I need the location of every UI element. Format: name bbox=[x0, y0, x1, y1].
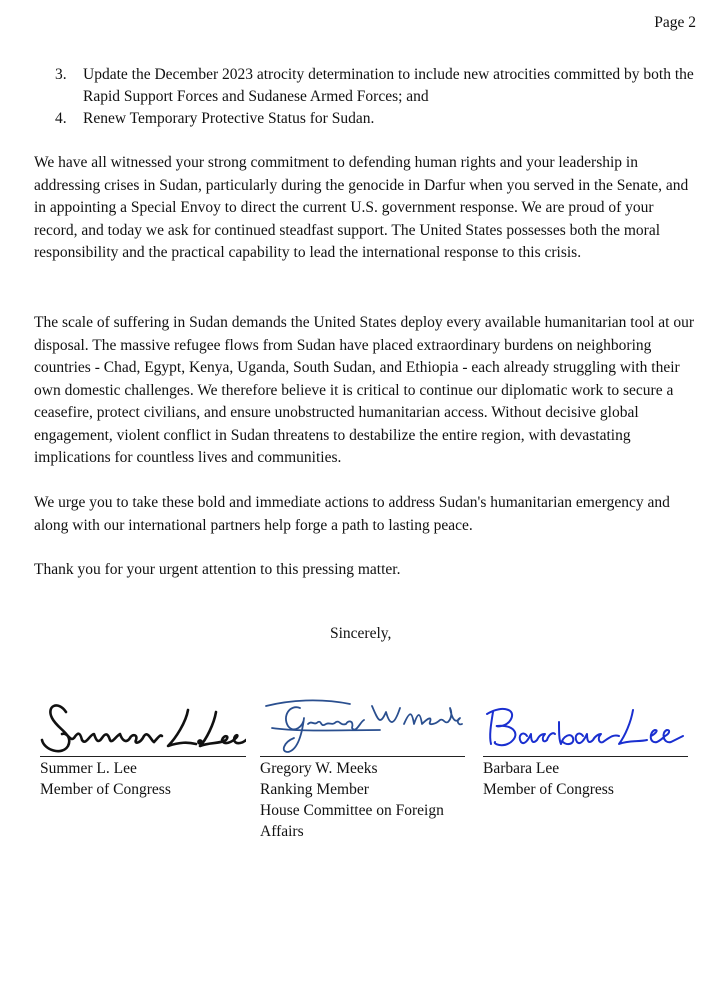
paragraph-thanks: Thank you for your urgent attention to this pressing matter. bbox=[34, 561, 401, 578]
list-item-number: 4. bbox=[55, 110, 67, 127]
signatory-title: Member of Congress bbox=[483, 781, 614, 798]
paragraph-urge: We urge you to take these bold and immediate actions to address Sudan's humanitarian emergency and along with our international partners help forge a path to lasting peace. bbox=[34, 494, 670, 534]
signature-block-summer-lee bbox=[40, 690, 246, 800]
paragraph-suffering: The scale of suffering in Sudan demands the United States deploy every available humanitarian tool at our disposal. The massive refugee flows from Sudan have placed extraordinary burdens on neighboring countries - Chad, Egypt, Kenya, Uganda, South Sudan, and Ethiopia - each already struggling with their own domestic challenges. We therefore believe it is critical to continue our diplomatic work to secure a ceasefire, protect civilians, and ensure unobstructed humanitarian access. Without decisive global engagement, violent conflict in Sudan threatens to destabilize the entire region, with devastating implications for countless lives and communities. bbox=[34, 314, 694, 466]
signature-block-gregory-meeks bbox=[260, 690, 465, 842]
signature-barbara-lee bbox=[483, 690, 688, 756]
signature-gregory-meeks bbox=[260, 690, 465, 756]
signatory-title: Affairs bbox=[260, 823, 304, 840]
list-item bbox=[55, 64, 705, 108]
closing-salutation: Sincerely, bbox=[330, 625, 392, 642]
list-item-text: Renew Temporary Protective Status for Sudan. bbox=[83, 110, 375, 127]
signature-line bbox=[260, 756, 465, 757]
list-item-number: 3. bbox=[55, 66, 67, 83]
list-item bbox=[55, 108, 705, 130]
signatory-name: Barbara Lee bbox=[483, 760, 560, 777]
page-number: Page 2 bbox=[654, 14, 696, 31]
signatory-name: Summer L. Lee bbox=[40, 760, 137, 777]
list-item-text: Update the December 2023 atrocity determination to include new atrocities committed by both the Rapid Support Forces and Sudanese Armed Forces; and bbox=[83, 66, 694, 105]
signature-line bbox=[483, 756, 688, 757]
paragraph-commitment: We have all witnessed your strong commitment to defending human rights and your leadership in addressing crises in Sudan, particularly during the genocide in Darfur when you served in the Senate, and in appointing a Special Envoy to direct the current U.S. government response. We are proud of your record, and today we ask for continued steadfast support. The United States possesses both the moral responsibility and the practical capability to lead the international response to this crisis. bbox=[34, 154, 689, 261]
signature-line bbox=[40, 756, 246, 757]
signatory-title: House Committee on Foreign bbox=[260, 802, 444, 819]
signatory-name: Gregory W. Meeks bbox=[260, 760, 378, 777]
action-list bbox=[55, 64, 705, 130]
signatory-title: Ranking Member bbox=[260, 781, 369, 798]
signatory-title: Member of Congress bbox=[40, 781, 171, 798]
signature-block-barbara-lee bbox=[483, 690, 688, 800]
signature-summer-lee bbox=[40, 690, 246, 756]
